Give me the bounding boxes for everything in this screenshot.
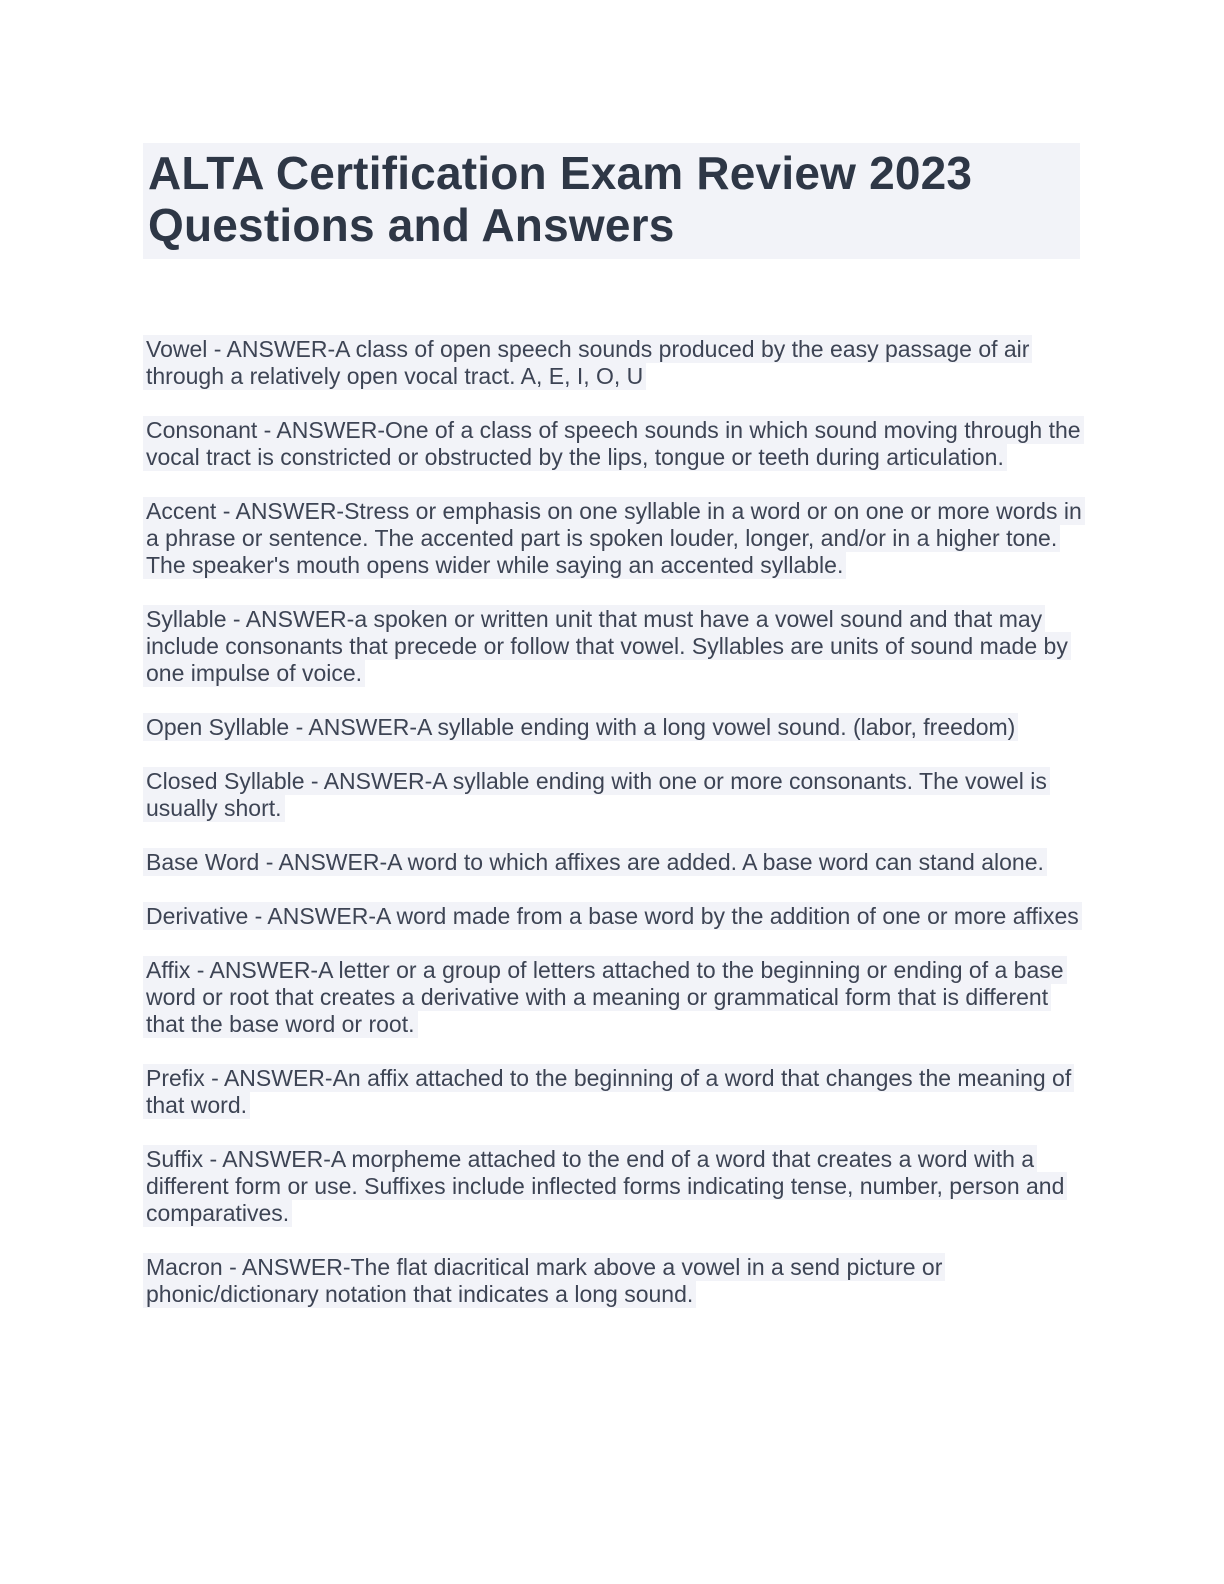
qa-entry [143,1254,1084,1308]
qa-entry [143,714,1084,741]
page-title: ALTA Certification Exam Review 2023 Questions and Answers [143,143,1080,259]
qa-entry-text: Prefix - ANSWER-An affix attached to the beginning of a word that changes the meaning of that word. [143,1064,1074,1119]
qa-entry [143,417,1084,471]
qa-entry-text: Open Syllable - ANSWER-A syllable ending with a long vowel sound. (labor, freedom) [143,713,1018,741]
qa-entry-text: Base Word - ANSWER-A word to which affixes are added. A base word can stand alone. [143,848,1047,876]
qa-entry [143,1065,1084,1119]
qa-entry-text: Closed Syllable - ANSWER-A syllable ending with one or more consonants. The vowel is usually short. [143,767,1050,822]
qa-entry [143,849,1084,876]
qa-entry [143,768,1084,822]
qa-entry-text: Vowel - ANSWER-A class of open speech sounds produced by the easy passage of air through a relatively open vocal tract. A, E, I, O, U [143,335,1032,390]
qa-entry [143,903,1084,930]
qa-entry-text: Accent - ANSWER-Stress or emphasis on one syllable in a word or on one or more words in a phrase or sentence. The accented part is spoken louder, longer, and/or in a higher tone. The speaker's mouth opens wider while saying an accented syllable. [143,497,1085,579]
qa-entry-text: Syllable - ANSWER-a spoken or written unit that must have a vowel sound and that may include consonants that precede or follow that vowel. Syllables are units of sound made by one impulse of voice. [143,605,1071,687]
qa-entry [143,957,1084,1038]
qa-entry-text: Consonant - ANSWER-One of a class of speech sounds in which sound moving through the vocal tract is constricted or obstructed by the lips, tongue or teeth during articulation. [143,416,1084,471]
qa-list [143,336,1084,1335]
qa-entry [143,1146,1084,1227]
qa-entry-text: Macron - ANSWER-The flat diacritical mark above a vowel in a send picture or phonic/dictionary notation that indicates a long sound. [143,1253,945,1308]
qa-entry-text: Suffix - ANSWER-A morpheme attached to the end of a word that creates a word with a different form or use. Suffixes include inflected forms indicating tense, number, person and comparatives. [143,1145,1067,1227]
qa-entry [143,606,1084,687]
qa-entry [143,336,1084,390]
qa-entry-text: Affix - ANSWER-A letter or a group of letters attached to the beginning or ending of a base word or root that creates a derivative with a meaning or grammatical form that is different that the base word or root. [143,956,1067,1038]
qa-entry [143,498,1084,579]
qa-entry-text: Derivative - ANSWER-A word made from a base word by the addition of one or more affixes [143,902,1082,930]
